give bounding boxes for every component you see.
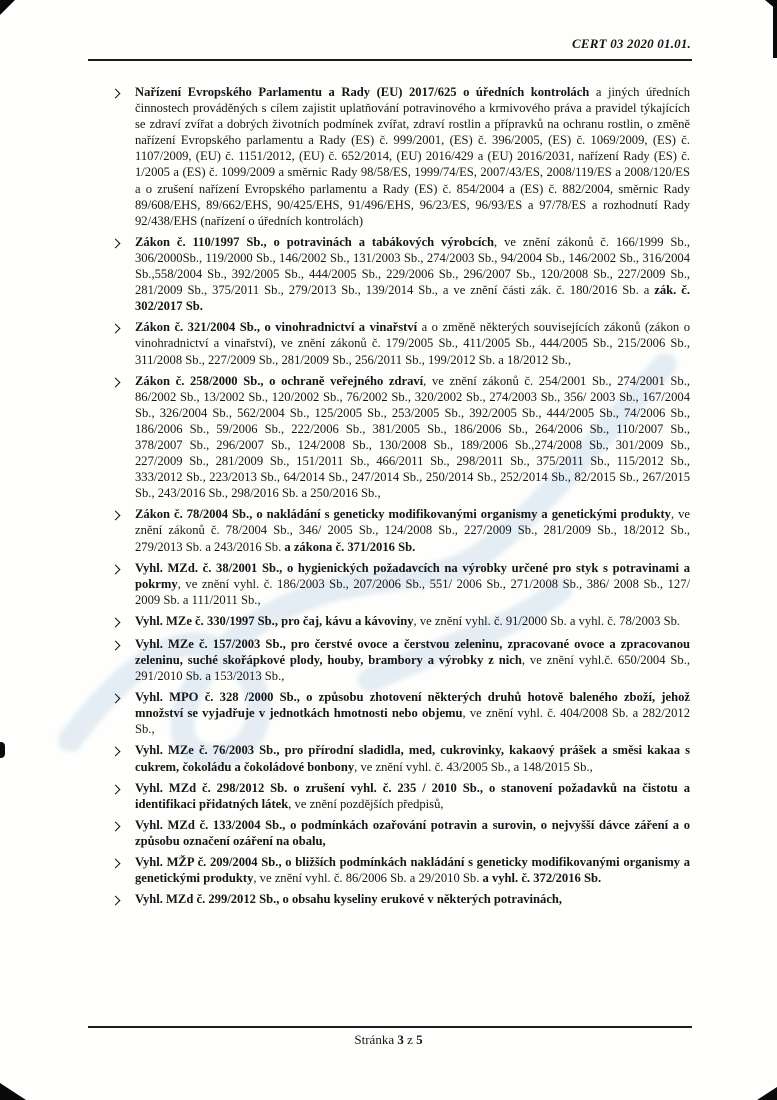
- arrow-bullet-icon: [110, 780, 135, 812]
- item-text: [135, 560, 690, 608]
- list-item: [110, 891, 690, 909]
- list-item: [110, 84, 690, 229]
- item-body-segment: a o změně některých souvisejících zákonů (zákon o vinohradnictví a vinařství), ve znění zákonů č. 179/2005 Sb., 411/2005 Sb., 444/2005 Sb., 215/2006 Sb., 311/2008 Sb., 227/2009 Sb., 281/2009 Sb., 256/2011 Sb., 199/2012 Sb. a 18/2012 Sb.,: [135, 320, 690, 367]
- item-title-segment: Vyhl. MZe č. 76/2003 Sb., pro přírodní sladidla, med, cukrovinky, kakaový prášek a směsi kakaa s cukrem, čokoládu a čokoládové bonbony: [135, 743, 690, 774]
- page-number-separator: z: [407, 1032, 413, 1047]
- item-title-segment: Zákon č. 110/1997 Sb., o potravinách a tabákových výrobcích: [135, 234, 495, 249]
- arrow-bullet-icon: [110, 234, 135, 314]
- list-item: [110, 560, 690, 608]
- chevron-right-icon: [111, 640, 121, 650]
- item-text: [135, 84, 690, 229]
- arrow-bullet-icon: [110, 373, 135, 502]
- page-number-current: 3: [397, 1032, 404, 1047]
- page-number: [0, 1032, 777, 1048]
- item-body-segment: , ve znění vyhl. č. 43/2005 Sb., a 148/2015 Sb.,: [354, 759, 593, 774]
- scan-artifact-left-edge: [0, 742, 5, 758]
- item-title-segment: Nařízení Evropského Parlamentu a Rady (EU) 2017/625 o úředních kontrolách: [135, 85, 590, 99]
- item-title-segment: a zákona č. 371/2016 Sb.: [284, 539, 416, 554]
- item-title-segment: Vyhl. MZd č. 298/2012 Sb. o zrušení vyhl. č. 235 / 2010 Sb., o stanovení požadavků na čistotu a identifikaci přidatných látek: [135, 780, 690, 811]
- item-text: [135, 780, 690, 812]
- arrow-bullet-icon: [110, 636, 135, 684]
- item-text: [135, 613, 690, 631]
- list-item: [110, 854, 690, 886]
- item-title-segment: Vyhl. MZe č. 157/2003 Sb., pro čerstvé ovoce a čerstvou zeleninu, zpracované ovoce a zpracovanou zeleninu, suché skořápkové plody, houby, brambory a výrobky z nich: [135, 636, 690, 667]
- item-text: [135, 817, 690, 849]
- item-text: [135, 373, 690, 502]
- header-rule: [88, 59, 692, 61]
- list-item: [110, 817, 690, 849]
- item-body-segment: , ve znění zákonů č. 166/1999 Sb., 306/2000Sb., 119/2000 Sb., 146/2002 Sb., 131/2003 Sb., 274/2003 Sb., 94/2004 Sb., 146/2002 Sb., 316/2004 Sb.,558/2004 Sb., 392/2005 Sb., 444/2005 Sb., 229/2006 Sb., 296/2007 Sb., 120/2008 Sb., 227/2009 Sb., 281/2009 Sb., 375/2011 Sb., 279/2013 Sb., 139/2014 Sb., a ve znění části zák. č. 180/2016 Sb. a: [135, 234, 691, 298]
- list-item: [110, 613, 690, 631]
- arrow-bullet-icon: [110, 84, 135, 229]
- item-title-segment: Zákon č. 78/2004 Sb., o nakládání s geneticky modifikovanými organismy a genetickými produkty: [135, 507, 671, 522]
- chevron-right-icon: [111, 747, 121, 757]
- arrow-bullet-icon: [110, 689, 135, 737]
- item-body-segment: , ve znění zákonů č. 254/2001 Sb., 274/2001 Sb., 86/2002 Sb., 13/2002 Sb., 120/2002 Sb., 76/2002 Sb., 320/2002 Sb., 274/2003 Sb., 356/ 2003 Sb., 167/2004 Sb., 326/2004 Sb., 562/2004 Sb., 125/2005 Sb., 253/2005 Sb., 392/2005 Sb., 444/2005 Sb., 74/2006 Sb., 186/2006 Sb., 59/2006 Sb., 222/2006 Sb., 381/2005 Sb., 186/2006 Sb., 264/2006 Sb., 110/2007 Sb., 378/2007 Sb., 296/2007 Sb., 124/2008 Sb., 130/2008 Sb., 189/2006 Sb.,274/2008 Sb., 301/2009 Sb., 227/2009 Sb., 281/2009 Sb., 151/2011 Sb., 466/2011 Sb., 298/2011 Sb., 375/2011 Sb., 115/2012 Sb., 333/2012 Sb., 223/2013 Sb., 64/2014 Sb., 247/2014 Sb., 250/2014 Sb., 252/2014 Sb., 82/2015 Sb., 267/2015 Sb., 243/2016 Sb., 298/2016 Sb. a 250/2016 Sb.,: [135, 373, 691, 501]
- page-number-total: 5: [416, 1032, 423, 1047]
- chevron-right-icon: [111, 324, 121, 334]
- footer-rule: [88, 1026, 692, 1028]
- item-title-segment: Vyhl. MZd. č. 38/2001 Sb., o hygienických požadavcích na výrobky určené pro styk s potravinami a pokrmy: [135, 560, 690, 591]
- list-item: [110, 689, 690, 737]
- scan-artifact-bottom-right: [757, 1087, 777, 1100]
- item-body-segment: , ve znění zákonů č. 78/2004 Sb., 346/ 2005 Sb., 124/2008 Sb., 227/2009 Sb., 281/2009 Sb., 18/2012 Sb., 279/2013 Sb. a 243/2016 Sb.: [135, 507, 690, 554]
- item-text: [135, 234, 690, 314]
- arrow-bullet-icon: [110, 613, 135, 631]
- scan-artifact-top-right: [765, 0, 777, 10]
- item-title-segment: Vyhl. MŽP č. 209/2004 Sb., o bližších podmínkách nakládání s geneticky modifikovanými organismy a genetickými produkty: [135, 855, 690, 886]
- item-title-segment: Vyhl. MZd č. 299/2012 Sb., o obsahu kyseliny erukové v některých potravinách,: [135, 892, 563, 907]
- document-code: CERT 03 2020 01.01.: [571, 36, 691, 51]
- list-item: [110, 373, 690, 502]
- chevron-right-icon: [111, 859, 121, 869]
- arrow-bullet-icon: [110, 817, 135, 849]
- page-number-prefix: Stránka: [354, 1032, 395, 1047]
- chevron-right-icon: [111, 89, 121, 99]
- regulation-list: [110, 84, 690, 914]
- item-body-segment: , ve znění vyhl.č. 650/2004 Sb., 291/2010 Sb. a 153/2013 Sb.,: [135, 653, 690, 684]
- list-item: [110, 636, 690, 684]
- item-body-segment: , ve znění vyhl. č. 404/2008 Sb. a 282/2012 Sb.,: [135, 706, 690, 737]
- item-text: [135, 891, 690, 909]
- chevron-right-icon: [111, 617, 121, 627]
- item-text: [135, 689, 690, 737]
- item-title-segment: zák. č. 302/2017 Sb.: [135, 283, 690, 314]
- item-title-segment: Vyhl. MPO č. 328 /2000 Sb., o způsobu zhotovení některých druhů hotově baleného zboží, jehož množství se vyjadřuje v jednotkách hmotnosti nebo objemu: [135, 690, 690, 721]
- chevron-right-icon: [111, 377, 121, 387]
- item-title-segment: Vyhl. MZd č. 133/2004 Sb., o podmínkách ozařování potravin a surovin, o nejvyšší dávce záření a o způsobu označení ozáření na obalu,: [135, 817, 690, 848]
- arrow-bullet-icon: [110, 560, 135, 608]
- scan-artifact-top-left: [0, 0, 15, 15]
- scan-artifact-bottom-left: [0, 1083, 26, 1100]
- list-item: [110, 742, 690, 774]
- item-title-segment: a vyhl. č. 372/2016 Sb.: [482, 871, 602, 886]
- arrow-bullet-icon: [110, 506, 135, 554]
- item-text: [135, 506, 690, 554]
- arrow-bullet-icon: [110, 854, 135, 886]
- chevron-right-icon: [111, 784, 121, 794]
- item-text: [135, 742, 690, 774]
- list-item: [110, 319, 690, 367]
- item-title-segment: Vyhl. MZe č. 330/1997 Sb., pro čaj, kávu a kávoviny: [135, 613, 414, 628]
- list-item: [110, 234, 690, 314]
- arrow-bullet-icon: [110, 319, 135, 367]
- item-body-segment: , ve znění vyhl. č. 91/2000 Sb. a vyhl. č. 78/2003 Sb.: [413, 613, 681, 628]
- chevron-right-icon: [111, 896, 121, 906]
- item-body-segment: , ve znění pozdějších předpisů,: [288, 796, 444, 811]
- list-item: [110, 780, 690, 812]
- item-text: [135, 636, 690, 684]
- chevron-right-icon: [111, 511, 121, 521]
- chevron-right-icon: [111, 821, 121, 831]
- arrow-bullet-icon: [110, 891, 135, 909]
- item-text: [135, 854, 690, 886]
- item-body-segment: , ve znění vyhl. č. 186/2003 Sb., 207/2006 Sb., 551/ 2006 Sb., 271/2008 Sb., 386/ 2008 Sb., 127/ 2009 Sb. a 111/2011 Sb.,: [135, 576, 690, 607]
- item-title-segment: Zákon č. 258/2000 Sb., o ochraně veřejného zdraví: [135, 373, 424, 388]
- item-body-segment: , ve znění vyhl. č. 86/2006 Sb. a 29/2010 Sb.: [253, 871, 483, 886]
- list-item: [110, 506, 690, 554]
- item-body-segment: a jiných úředních činnostech prováděných s cílem zajistit uplatňování potravinového a krmivového práva a pravidel týkajících se zdraví zvířat a dobrých životních podmínek zvířat, zdraví rostlin a přípravků na ochranu rostlin, o změně nařízení Evropského parlamentu a Rady (ES) č. 999/2001, (ES) č. 396/2005, (ES) č. 1069/2009, (ES) č. 1107/2009, (EU) č. 1151/2012, (EU) č. 652/2014, (EU) 2016/429 a (EU) 2016/2031, nařízení Rady (ES) č. 1/2005 a (ES) č. 1099/2009 a směrnic Rady 98/58/ES, 1999/74/ES, 2007/43/ES, 2008/119/ES a 2008/120/ES a o zrušení nařízení Evropského parlamentu a Rady (ES) č. 854/2004 a (ES) č. 882/2004, směrnic Rady 89/608/EHS, 89/662/EHS, 90/425/EHS, 91/496/EHS, 96/23/ES, 96/93/ES a 97/78/ES a rozhodnutí Rady 92/438/EHS (nařízení o úředních kontrolách): [135, 85, 691, 228]
- chevron-right-icon: [111, 238, 121, 248]
- arrow-bullet-icon: [110, 742, 135, 774]
- chevron-right-icon: [111, 564, 121, 574]
- item-text: [135, 319, 690, 367]
- item-title-segment: Zákon č. 321/2004 Sb., o vinohradnictví a vinařství: [135, 320, 418, 335]
- chevron-right-icon: [111, 694, 121, 704]
